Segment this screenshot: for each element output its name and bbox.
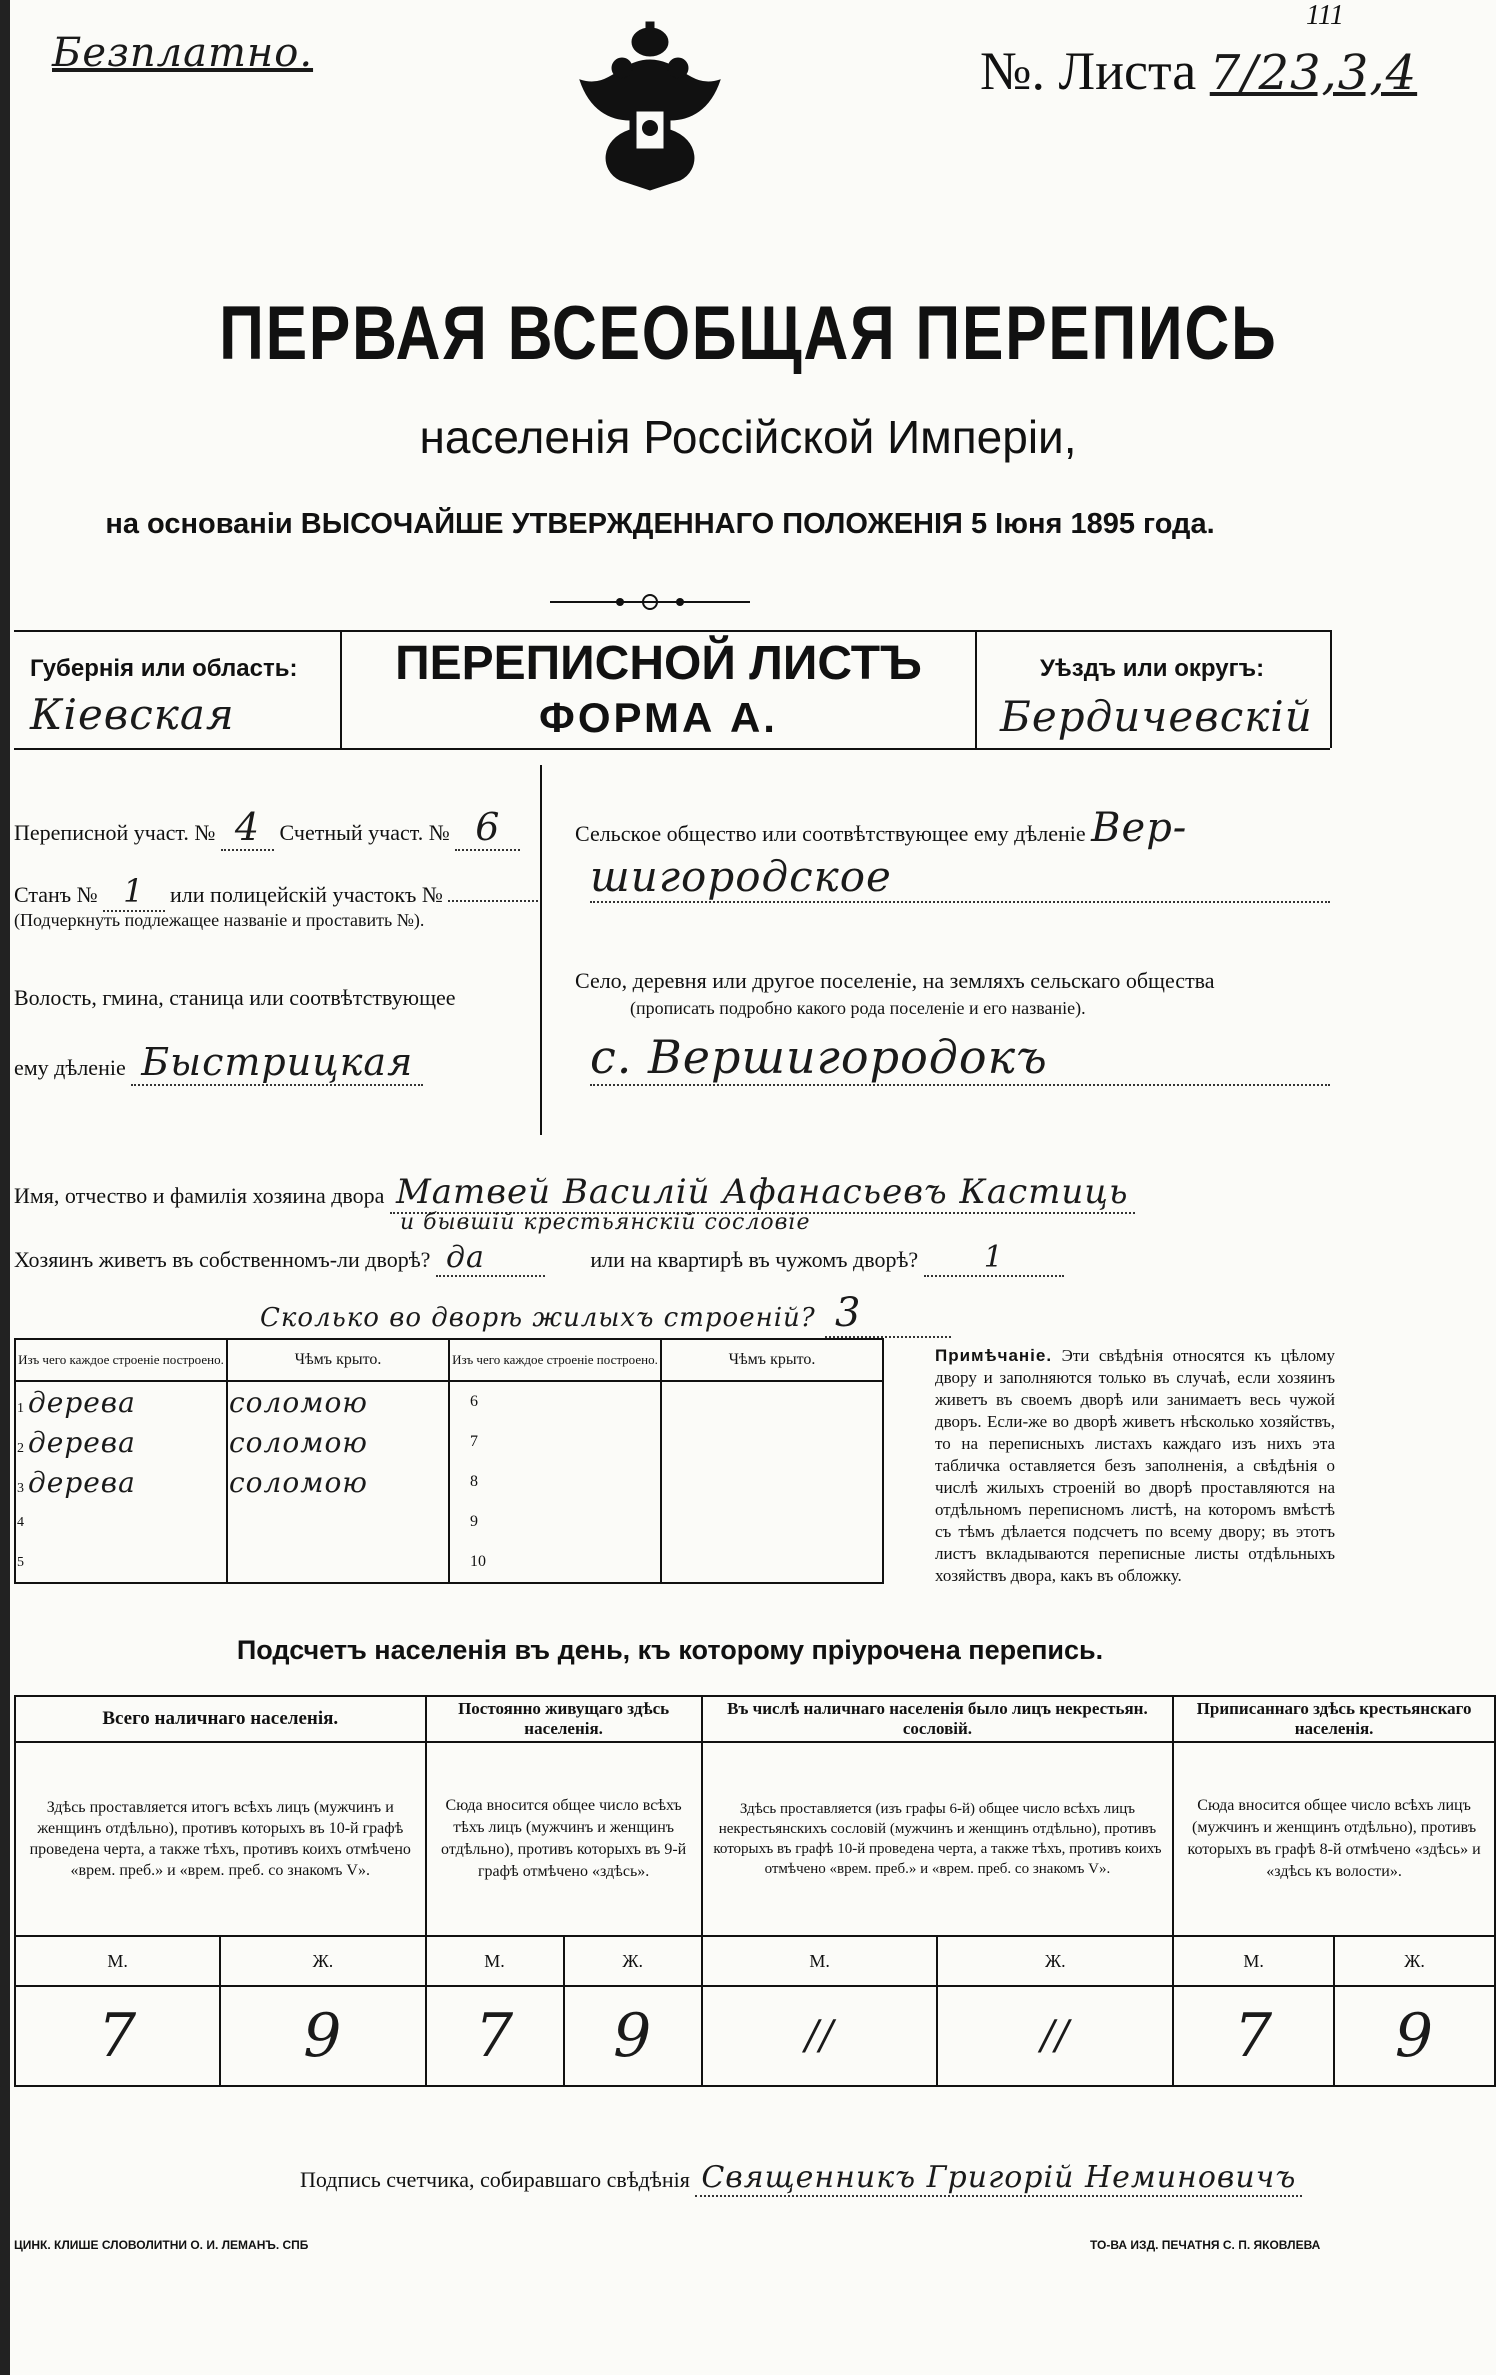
main-title-text: ПЕРВАЯ ВСЕОБЩАЯ ПЕРЕПИСЬ (218, 291, 1278, 376)
group-title-1: Всего наличнаго населенія. (102, 1708, 339, 1729)
rent-value: 1 (924, 1240, 1064, 1277)
table-row: 2 дерева соломою 7 (15, 1422, 883, 1462)
police-label: или полицейскій участокъ № (170, 882, 443, 907)
m-label: М. (484, 1950, 505, 1971)
count-m-4: 7 (1234, 2001, 1274, 2071)
m-label: М. (809, 1950, 830, 1971)
m-label: М. (1243, 1950, 1264, 1971)
footer-left: ЦИНК. КЛИШЕ СЛОВОЛИТНИ О. И. ЛЕМАНЪ. СПБ (14, 2238, 309, 2252)
form-name: ПЕРЕПИСНОЙ ЛИСТЪ (395, 637, 922, 690)
footer-right: ТО-ВА ИЗД. ПЕЧАТНЯ С. П. ЯКОВЛЕВА (1090, 2238, 1321, 2252)
signature-label: Подпись счетчика, собиравшаго свѣдѣнія (300, 2167, 690, 2192)
selskoe-value-2: шигородское (590, 852, 1330, 903)
sheet-number-label: №. Листа (980, 41, 1197, 101)
own-yard (14, 1240, 1064, 1275)
perepis-uchastok (14, 805, 520, 849)
selo-label: Село, деревня или другое поселеніе, на земляхъ сельскаго общества (575, 968, 1215, 993)
table-row: 1 дерева соломою 6 (15, 1381, 883, 1422)
corner-mark: 111 (1306, 0, 1344, 31)
selo-note: (прописать подробно какого рода поселеніе и его названіе). (630, 998, 1086, 1018)
count-f-4: 9 (1394, 2001, 1435, 2071)
selskoe-value-1: Вер- (1091, 805, 1188, 851)
imperial-eagle-emblem (560, 20, 740, 200)
subtitle: населенія Россійской Имперіи, (419, 411, 1077, 463)
group-desc-4: Сюда вносится общее число всѣхъ лицъ (мужчинъ и женщинъ отдѣльно), противъ которыхъ въ графѣ 8-й отмѣчено «здѣсь» и «здѣсь къ волости». (1187, 1797, 1481, 1880)
own-yard-label: Хозяинъ живетъ въ собственномъ-ли дворѣ? (14, 1247, 431, 1272)
roof-cell: соломою (229, 1385, 368, 1419)
table-row: 5 10 (15, 1542, 883, 1583)
uezd-value: Бердичевскій (1000, 692, 1313, 741)
free-label: Безплатно. (52, 30, 314, 76)
table-row: 3 дерева соломою 8 (15, 1462, 883, 1502)
population-heading: Подсчетъ населенія въ день, къ которому пріурочена перепись. (236, 1635, 1104, 1665)
count-f-2: 9 (613, 2001, 653, 2071)
volost-value: Быстрицкая (131, 1040, 423, 1086)
uezd-label: Уѣздъ или округъ: (1040, 655, 1265, 682)
group-title-4: Приписаннаго здѣсь крестьянскаго населенія. (1196, 1699, 1472, 1738)
count-m-1: 7 (98, 2001, 138, 2071)
f-label: Ж. (622, 1950, 643, 1971)
perepis-uch-value: 4 (221, 805, 274, 851)
count-m-3: // (805, 2013, 835, 2059)
form-type: ФОРМА А. (539, 694, 778, 741)
basis-line: на основаніи ВЫСОЧАЙШЕ УТВЕРЖДЕННАГО ПОЛОЖЕНІЯ 5 Іюня 1895 года. (105, 508, 1215, 540)
material-cell: дерева (28, 1465, 136, 1499)
note-text: Эти свѣдѣнія относятся къ цѣлому двору и заполняются только въ случаѣ, если хозяинъ живетъ въ своемъ дворѣ или занимаетъ весь чужой дворъ. Если-же во дворѣ живетъ нѣсколько хозяйствъ, то на переписныхъ листахъ каждаго изъ нихъ эта табличка оставляется безъ заполненія, а свѣдѣнія о числѣ жилыхъ строеній во дворѣ проставляются на отдѣльномъ переписномъ листѣ, на которомъ вмѣстѣ съ тѣмъ дѣлается подсчетъ по всему двору; въ этотъ листъ вкладываются переписные листы отдѣльныхъ хозяйствъ двора, какъ въ обложку. (935, 1346, 1336, 1585)
buildings-value: 3 (825, 1290, 951, 1338)
schet-uch-label: Счетный участ. № (279, 820, 450, 845)
material-cell: дерева (28, 1385, 136, 1419)
sheet-number-value: 7/23,3,4 (1209, 45, 1418, 101)
note-title: Примѣчаніе. (935, 1346, 1053, 1365)
col-material-left: Изъ чего каждое строеніе построено. (18, 1352, 224, 1367)
roof-cell: соломою (229, 1465, 368, 1499)
guberniya-label: Губернія или область: (30, 655, 298, 682)
f-label: Ж. (1404, 1950, 1425, 1971)
col-material-right: Изъ чего каждое строеніе построено. (452, 1352, 658, 1367)
note-block (935, 1345, 1335, 1587)
group-desc-1: Здѣсь проставляется итогъ всѣхъ лицъ (мужчинъ и женщинъ отдѣльно), противъ которыхъ въ 10-й графѣ проведена черта, а также тѣхъ, противъ коихъ отмѣчено «врем. преб.» и «врем. преб. со знакомъ V». (29, 1799, 411, 1879)
selskoe-label: Сельское общество или соотвѣтствующее ему дѣленіе (575, 821, 1086, 846)
f-label: Ж. (312, 1950, 334, 1971)
count-f-3: // (1040, 2013, 1070, 2059)
group-title-2: Постоянно живущаго здѣсь населенія. (458, 1699, 670, 1738)
col-roof-left: Чѣмъ крыто. (294, 1351, 382, 1368)
group-title-3: Въ числѣ наличнаго населенія было лицъ некрестьян. сословій. (727, 1699, 1148, 1738)
buildings-label: Сколько во дворѣ жилыхъ строеній? (260, 1303, 816, 1333)
group-desc-2: Сюда вносится общее число всѣхъ тѣхъ лицъ (мужчинъ и женщинъ отдѣльно), противъ которыхъ въ 9-й графѣ отмѣчено «здѣсь». (441, 1797, 687, 1880)
signature (300, 2160, 1302, 2195)
count-m-2: 7 (474, 2001, 515, 2071)
stan (14, 872, 538, 910)
volost-label-2: ему дѣленіе (14, 1055, 126, 1080)
stan-value: 1 (103, 872, 164, 912)
roof-cell: соломою (229, 1425, 368, 1459)
owner-name-label: Имя, отчество и фамилія хозяина двора (14, 1183, 385, 1208)
volost-label: Волость, гмина, станица или соотвѣтствующее (14, 985, 456, 1010)
count-f-1: 9 (303, 2001, 343, 2071)
stan-label: Станъ № (14, 882, 98, 907)
col-roof-right: Чѣмъ крыто. (728, 1351, 816, 1368)
underline-note: (Подчеркнуть подлежащее названіе и проставить №). (14, 910, 425, 930)
m-label: М. (107, 1950, 128, 1971)
owner-name (14, 1172, 1135, 1212)
f-label: Ж. (1044, 1950, 1066, 1971)
schet-uch-value: 6 (455, 805, 520, 851)
buildings-count (260, 1290, 951, 1336)
owner-name-value: Матвей Василій Афанасьевъ Кастиць (390, 1172, 1135, 1214)
selskoe (575, 805, 1187, 851)
main-title (0, 290, 1496, 377)
guberniya-value: Кіевская (30, 690, 235, 739)
owner-name-value-2: и бывшій крестьянскій сословіе (400, 1210, 811, 1235)
buildings-table (14, 1338, 884, 1584)
own-yard-value: да (436, 1240, 545, 1277)
ornament-divider (550, 590, 750, 614)
sheet-number (980, 40, 1417, 102)
signature-value: Священникъ Григорій Неминовичъ (695, 2160, 1302, 2197)
rent-label: или на квартирѣ въ чужомъ дворѣ? (590, 1247, 919, 1272)
material-cell: дерева (28, 1425, 136, 1459)
group-desc-3: Здѣсь проставляется (изъ графы 6-й) общее число всѣхъ лицъ некрестьянскихъ сословій (мужчинъ и женщинъ отдѣльно), противъ которыхъ въ графѣ 10-й проведена черта, а также тѣхъ, противъ коихъ отмѣчено «врем. преб.» и «врем. преб. со знакомъ V». (713, 1801, 1162, 1877)
population-table (14, 1695, 1496, 2087)
selo-value: с. Вершигородокъ (590, 1030, 1330, 1086)
perepis-uch-label: Переписной участ. № (14, 820, 216, 845)
volost (14, 1040, 423, 1084)
table-row: 4 9 (15, 1502, 883, 1542)
